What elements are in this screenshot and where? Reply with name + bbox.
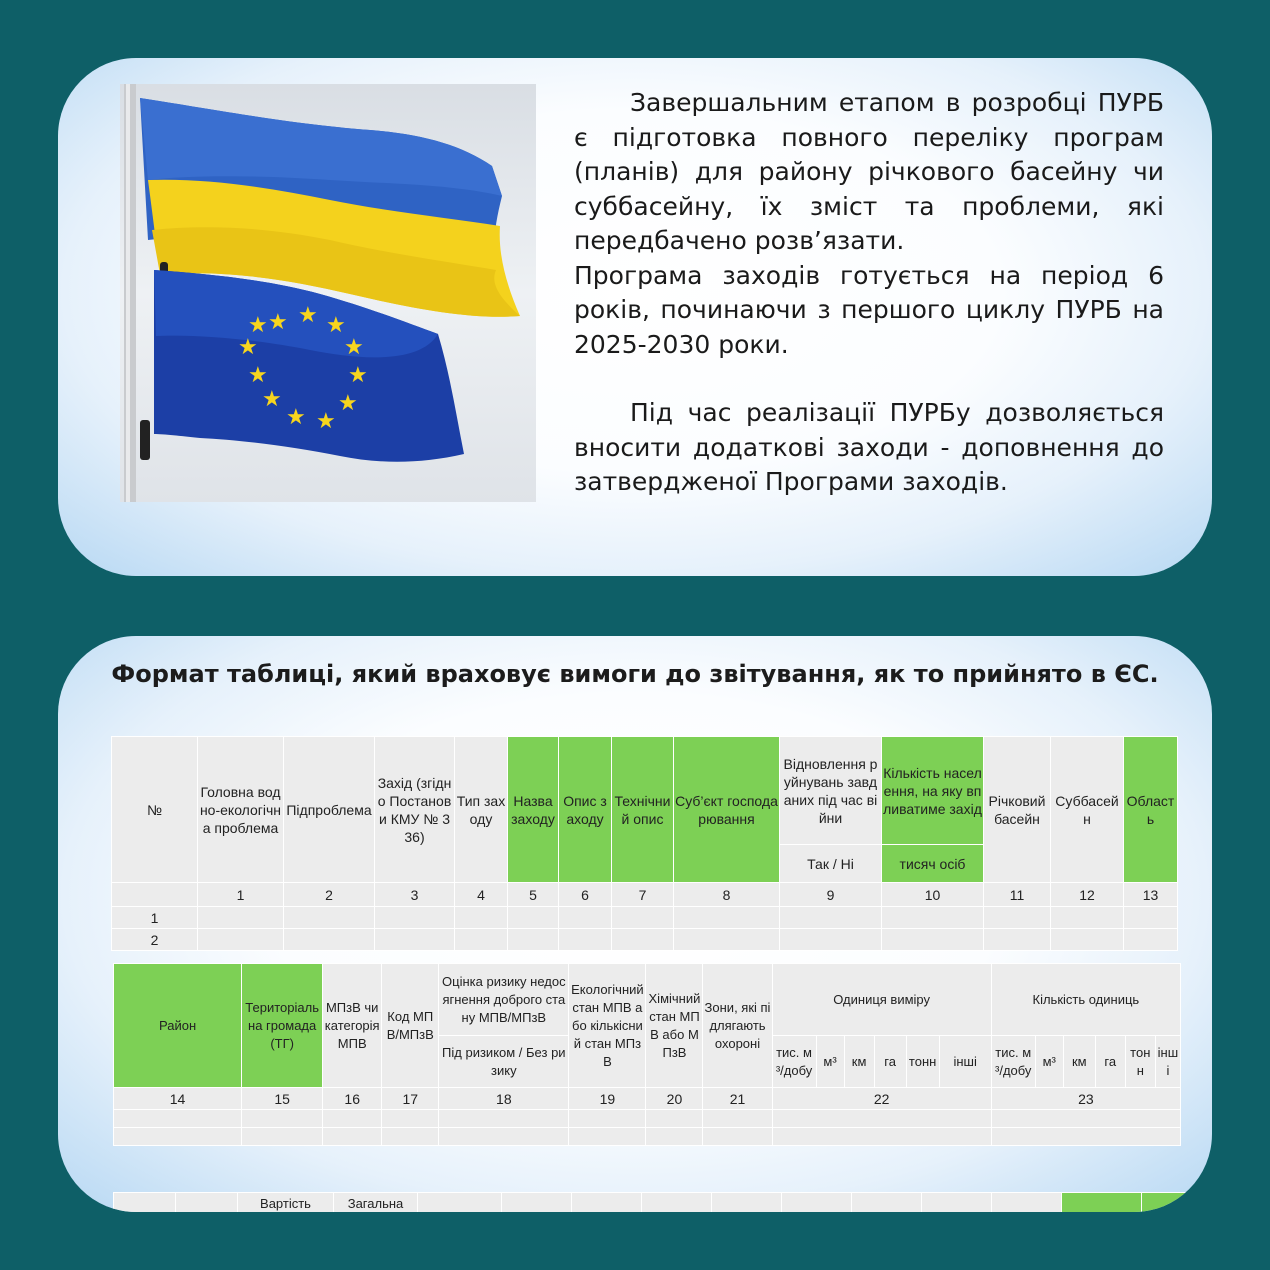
flags-photo (120, 84, 536, 502)
header-main-problem: Головна водно-екологічна проблема (198, 737, 284, 883)
subheader-thousands: тисяч осіб (882, 845, 984, 883)
col-number: 10 (882, 883, 984, 907)
col-number: 11 (984, 883, 1051, 907)
count-tonnes: тонн (1125, 1036, 1155, 1088)
col-number: 15 (242, 1088, 323, 1110)
intro-text (574, 86, 1164, 500)
row-number: 1 (112, 907, 198, 929)
svg-text:★: ★ (326, 313, 346, 338)
count-km: км (1063, 1036, 1095, 1088)
header-ecological-status: Екологічний стан МПВ або кількісний стан МПзВ (569, 964, 646, 1088)
header-number: № (112, 737, 198, 883)
header-risk-assessment: Оцінка ризику недосягнення доброго стану МПВ/МПзВ (439, 964, 569, 1036)
col-number: 12 (1051, 883, 1124, 907)
header-subproblem: Підпроблема (284, 737, 375, 883)
header-code: Код МПВ/МПзВ (382, 964, 439, 1088)
col-number: 19 (569, 1088, 646, 1110)
table-row (112, 907, 1178, 929)
header-protected-zones: Зони, які підлягають охороні (703, 964, 772, 1088)
table-row (112, 929, 1178, 951)
header-measure: Захід (згідно Постанови КМУ № 336) (375, 737, 455, 883)
paragraph-1: Завершальним етапом в розробці ПУРБ є підготовка повного переліку програм (планів) для району річкового басейну чи суббасейну, їх зміст та проблеми, які передбачено розв’язати. (574, 88, 1164, 255)
count-thousand-m3-day: тис. м³/добу (991, 1036, 1035, 1088)
subheader-risk: Під ризиком / Без ризику (439, 1036, 569, 1088)
col-number: 20 (646, 1088, 703, 1110)
table-row (114, 1128, 1181, 1146)
col-number: 1 (198, 883, 284, 907)
col-number: 23 (991, 1088, 1180, 1110)
header-business-entity: Суб’єкт господарювання (674, 737, 780, 883)
svg-text:★: ★ (248, 363, 268, 388)
measures-table-part-1 (111, 736, 1178, 951)
col-number: 8 (674, 883, 780, 907)
svg-text:★: ★ (316, 409, 336, 434)
svg-text:★: ★ (344, 335, 364, 360)
header-river-basin: Річковий басейн (984, 737, 1051, 883)
col-number: 5 (508, 883, 559, 907)
paragraph-2: Програма заходів готується на період 6 років, починаючи з першого циклу ПУРБ на 2025-2030 роки. (574, 260, 1164, 359)
count-ha: га (1095, 1036, 1125, 1088)
header-community: Територіальна громада (ТГ) (242, 964, 323, 1088)
table-format-title: Формат таблиці, який враховує вимоги до звітування, як то прийнято в ЄС. (111, 660, 1159, 688)
header-measure-description: Опис заходу (559, 737, 612, 883)
unit-tonnes: тонн (906, 1036, 939, 1088)
unit-km: км (844, 1036, 874, 1088)
header-subbasin: Суббасейн (1051, 737, 1124, 883)
table-row (114, 1110, 1181, 1128)
unit-thousand-m3-day: тис. м³/добу (772, 1036, 816, 1088)
header-chemical-status: Хімічний стан МПВ або МПзВ (646, 964, 703, 1088)
col-number: 3 (375, 883, 455, 907)
header-population: Кількість населення, на яку впливатиме захід (882, 737, 984, 845)
slide-card-top (58, 58, 1212, 576)
measures-table-part-3 (113, 1192, 1212, 1212)
header-district: Район (114, 964, 242, 1088)
subheader-yes-no: Так / Ні (780, 845, 882, 883)
svg-text:★: ★ (248, 313, 268, 338)
header-oblast: Область (1124, 737, 1178, 883)
col-number: 22 (772, 1088, 991, 1110)
flags-illustration (120, 84, 536, 502)
col-number: 21 (703, 1088, 772, 1110)
header-unit-count: Кількість одиниць (991, 964, 1180, 1036)
col-number: 6 (559, 883, 612, 907)
col-number: 9 (780, 883, 882, 907)
header-groundwater-category: МПзВ чи категорія МПВ (323, 964, 382, 1088)
svg-text:★: ★ (338, 391, 358, 416)
col-number: 14 (114, 1088, 242, 1110)
unit-other: інші (939, 1036, 991, 1088)
unit-ha: га (874, 1036, 906, 1088)
header-total: Загальна (334, 1193, 418, 1213)
header-war-restoration: Відновлення руйнувань завданих під час війни (780, 737, 882, 845)
col-number: 13 (1124, 883, 1178, 907)
svg-text:★: ★ (298, 303, 318, 328)
svg-text:★: ★ (262, 387, 282, 412)
col-number: 16 (323, 1088, 382, 1110)
svg-text:★: ★ (268, 310, 288, 335)
slide-card-bottom (58, 636, 1212, 1212)
row-number: 2 (112, 929, 198, 951)
header-measure-name: Назва заходу (508, 737, 559, 883)
header-unit: Одиниця виміру (772, 964, 991, 1036)
svg-text:★: ★ (286, 405, 306, 430)
col-number: 7 (612, 883, 674, 907)
count-m3: м³ (1035, 1036, 1063, 1088)
col-number: 4 (455, 883, 508, 907)
unit-m3: м³ (816, 1036, 844, 1088)
col-number: 17 (382, 1088, 439, 1110)
header-cost: Вартість (238, 1193, 334, 1213)
svg-text:★: ★ (238, 335, 258, 360)
svg-text:★: ★ (348, 363, 368, 388)
count-other: інші (1155, 1036, 1180, 1088)
paragraph-3: Під час реалізації ПУРБу дозволяється вносити додаткові заходи - доповнення до затвердженої Програми заходів. (574, 398, 1164, 496)
header-technical-description: Технічний опис (612, 737, 674, 883)
col-number: 2 (284, 883, 375, 907)
header-measure-type: Тип заходу (455, 737, 508, 883)
col-number: 18 (439, 1088, 569, 1110)
measures-table-part-2 (113, 963, 1181, 1146)
